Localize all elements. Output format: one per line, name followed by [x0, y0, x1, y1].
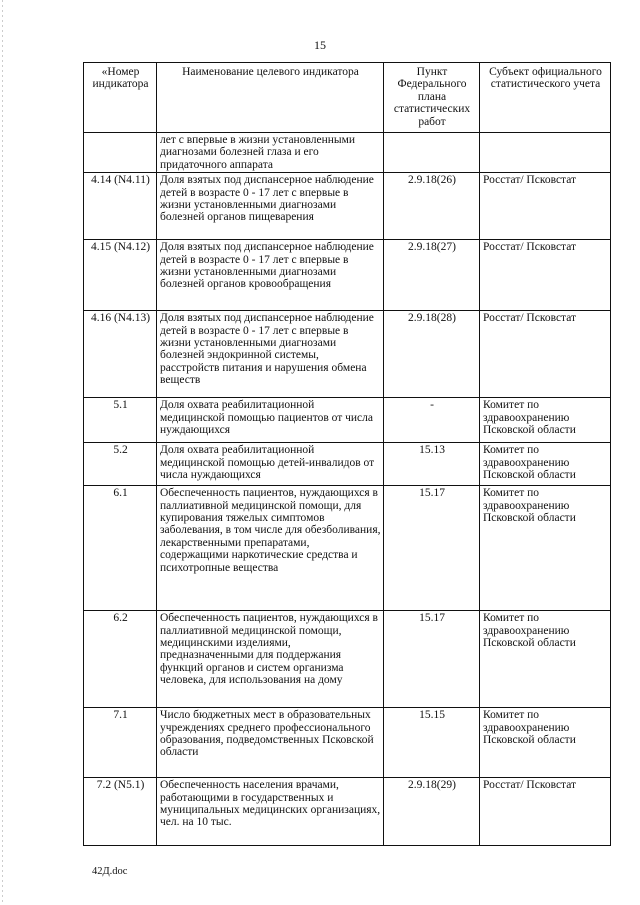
- indicator-table: [83, 62, 611, 846]
- table-row: [84, 311, 611, 398]
- header-name: Наименование целевого индикатора: [157, 63, 384, 133]
- table-row: [84, 708, 611, 778]
- row-number: 5.1: [84, 398, 157, 443]
- row-number: 6.2: [84, 611, 157, 708]
- row-subject: Комитет по здравоохранению Псковской области: [480, 708, 611, 778]
- table-row: [84, 398, 611, 443]
- row-number: 7.1: [84, 708, 157, 778]
- table-row: [84, 486, 611, 611]
- row-number: 4.16 (N4.13): [84, 311, 157, 398]
- row-number: 5.2: [84, 443, 157, 486]
- row-name: Доля охвата реабилитационной медицинской помощью детей-инвалидов от числа нуждающихся: [157, 443, 384, 486]
- row-name: Обеспеченность пациентов, нуждающихся в паллиативной медицинской помощи, медицинскими изделиями, предназначенными для поддержания функций органов и систем организма человека, для использования на дому: [157, 611, 384, 708]
- row-subject: [480, 133, 611, 173]
- table-row: [84, 778, 611, 846]
- row-subject: Комитет по здравоохранению Псковской области: [480, 611, 611, 708]
- row-name: Число бюджетных мест в образовательных учреждениях среднего профессионального образования, подведомственных Псковской области: [157, 708, 384, 778]
- table-row: [84, 133, 611, 173]
- header-subject: Субъект официального статистического учета: [480, 63, 611, 133]
- scan-margin-line: [2, 0, 3, 905]
- row-name: лет с впервые в жизни установленными диагнозами болезней глаза и его придаточного аппарата: [157, 133, 384, 173]
- row-number: 4.14 (N4.11): [84, 173, 157, 240]
- row-point: 15.17: [384, 611, 480, 708]
- row-number: 6.1: [84, 486, 157, 611]
- row-name: Доля взятых под диспансерное наблюдение детей в возрасте 0 - 17 лет с впервые в жизни установленными диагнозами болезней органов пищеварения: [157, 173, 384, 240]
- row-point: 2.9.18(28): [384, 311, 480, 398]
- row-name: Доля охвата реабилитационной медицинской помощью пациентов от числа нуждающихся: [157, 398, 384, 443]
- header-point: Пункт Федерального плана статистических работ: [384, 63, 480, 133]
- row-subject: Комитет по здравоохранению Псковской области: [480, 398, 611, 443]
- row-subject: Росстат/ Псковстат: [480, 778, 611, 846]
- row-name: Обеспеченность населения врачами, работающими в государственных и муниципальных медицинских организациях, чел. на 10 тыс.: [157, 778, 384, 846]
- row-point: [384, 133, 480, 173]
- row-number: 7.2 (N5.1): [84, 778, 157, 846]
- table-header-row: [84, 63, 611, 133]
- row-subject: Комитет по здравоохранению Псковской области: [480, 486, 611, 611]
- row-point: 15.15: [384, 708, 480, 778]
- table-row: [84, 443, 611, 486]
- row-point: 2.9.18(27): [384, 240, 480, 311]
- table-row: [84, 611, 611, 708]
- row-subject: Комитет по здравоохранению Псковской области: [480, 443, 611, 486]
- row-point: -: [384, 398, 480, 443]
- header-number: «Номер индикатора: [84, 63, 157, 133]
- row-name: Доля взятых под диспансерное наблюдение детей в возрасте 0 - 17 лет с впервые в жизни установленными диагнозами болезней органов кровообращения: [157, 240, 384, 311]
- row-number: 4.15 (N4.12): [84, 240, 157, 311]
- row-number: [84, 133, 157, 173]
- row-name: Доля взятых под диспансерное наблюдение детей в возрасте 0 - 17 лет с впервые в жизни установленными диагнозами болезней эндокринной системы, расстройств питания и нарушения обмена веществ: [157, 311, 384, 398]
- table-row: [84, 173, 611, 240]
- row-point: 15.13: [384, 443, 480, 486]
- row-point: 15.17: [384, 486, 480, 611]
- document-filename: 42Д.doc: [92, 866, 128, 877]
- page-number: 15: [314, 38, 326, 52]
- table-row: [84, 240, 611, 311]
- row-point: 2.9.18(26): [384, 173, 480, 240]
- row-subject: Росстат/ Псковстат: [480, 240, 611, 311]
- row-subject: Росстат/ Псковстат: [480, 311, 611, 398]
- row-subject: Росстат/ Псковстат: [480, 173, 611, 240]
- row-point: 2.9.18(29): [384, 778, 480, 846]
- row-name: Обеспеченность пациентов, нуждающихся в паллиативной медицинской помощи, для купирования тяжелых симптомов заболевания, в том числе для обезболивания, лекарственными препаратами, содержащими наркотические средства и психотропные вещества: [157, 486, 384, 611]
